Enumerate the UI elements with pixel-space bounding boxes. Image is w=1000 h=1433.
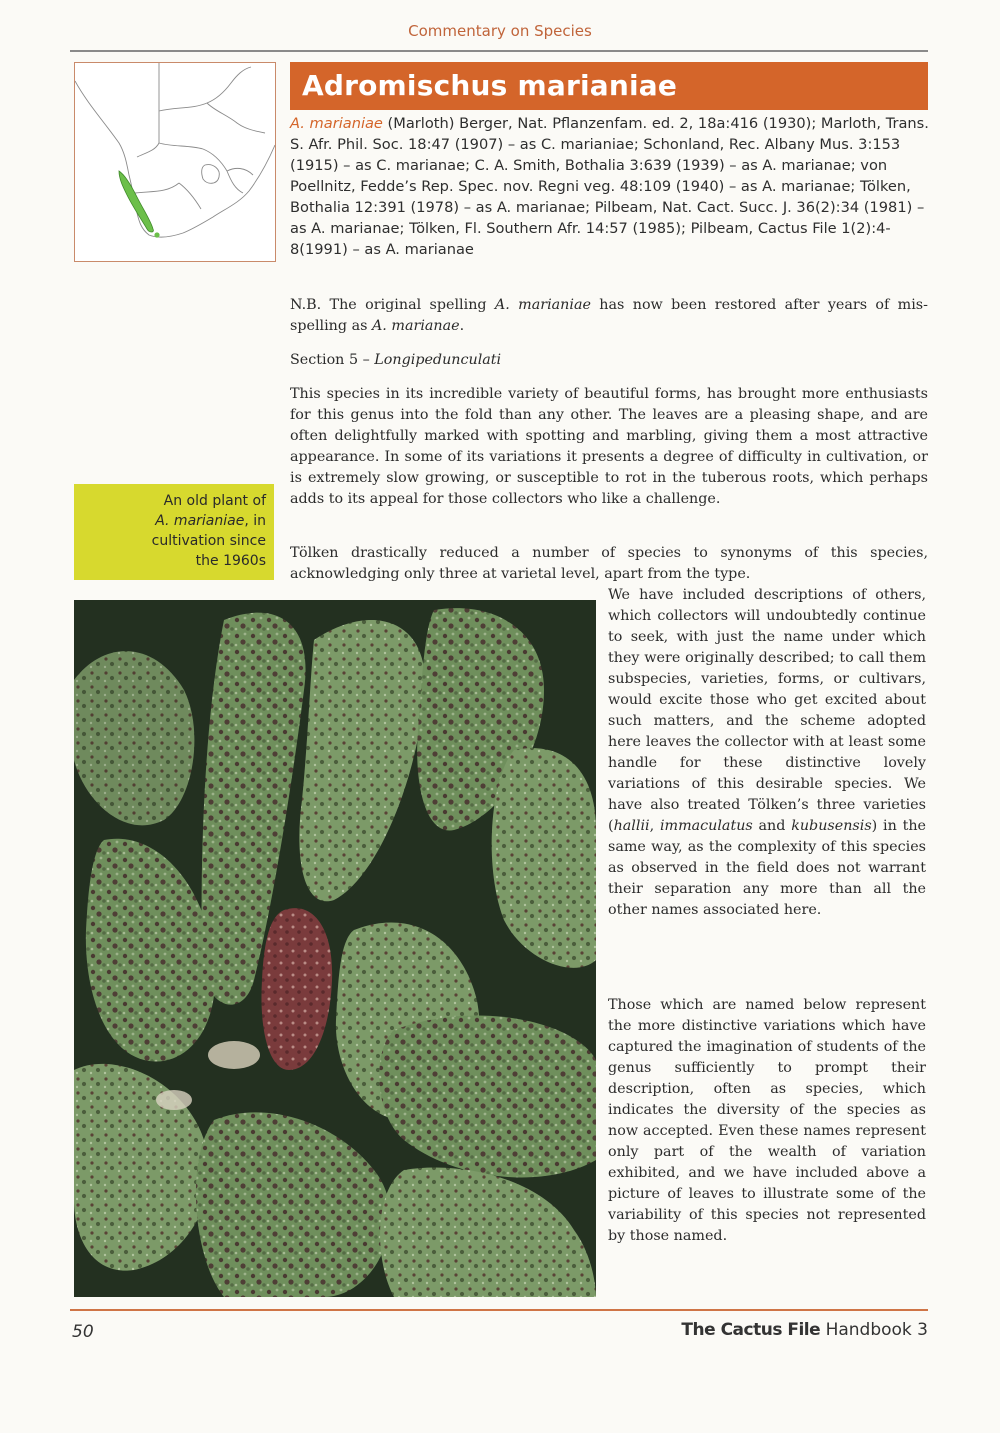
plant-photo	[74, 600, 596, 1297]
nb-name-1: A. marianiae	[494, 297, 591, 313]
variety-hallii: hallii	[613, 818, 650, 834]
section-prefix: Section 5 –	[290, 352, 375, 368]
variety-kubusensis: kubusensis	[791, 818, 872, 834]
page-number: 50	[72, 1322, 94, 1342]
plant-illustration	[74, 600, 596, 1297]
book-title-rest: Handbook 3	[820, 1320, 928, 1340]
caption-line-2-rest: , in	[244, 513, 266, 529]
caption-line-1: An old plant of	[163, 493, 266, 509]
section-name: Longipedunculati	[374, 352, 502, 368]
running-header: Commentary on Species	[408, 22, 592, 40]
paragraph-2-body	[608, 585, 926, 921]
section-line	[290, 350, 928, 371]
para2-text-a: We have included descriptions of others, which collectors will undoubtedly continue to seek, with just the name under which they were originally described; to call them subspecies, varieties, forms, or cultivars, would excite those who get excited about such matters, and the scheme adopted here leaves the collector with at least some handle for these distinctive lovely variations of this desirable species. We have also treated Tölken’s three varieties (	[608, 587, 926, 834]
distribution-map	[74, 62, 276, 262]
photo-caption	[74, 484, 274, 580]
dry-leaf-2	[156, 1090, 192, 1110]
references	[290, 113, 930, 260]
dry-leaf	[208, 1041, 260, 1069]
caption-line-4: the 1960s	[195, 553, 266, 569]
nb-text-c: has now been restored after years of mis-spelling as	[290, 297, 928, 334]
header-rule	[70, 50, 928, 52]
range-area	[119, 171, 153, 232]
nb-text-a: N.B. The original spelling	[290, 297, 495, 313]
nb-text-e: .	[459, 318, 465, 334]
para2-sep-1: ,	[649, 818, 660, 834]
book-title-bold: The Cactus File	[681, 1320, 821, 1340]
species-title: Adromischus marianiae	[290, 62, 928, 110]
paragraph-2-lead: Tölken drastically reduced a number of species to synonyms of this species, acknowledging only three at varietal level, apart from the type.	[290, 545, 928, 582]
caption-species: A. marianiae	[155, 513, 245, 529]
nb-note	[290, 295, 928, 337]
nb-name-2: A. marianae	[371, 318, 460, 334]
paragraph-1: This species in its incredible variety of beautiful forms, has brought more enthusiasts for this genus into the fold than any other. The leaves are a pleasing shape, and are often delightfully marked with spotting and marbling, giving them a most attractive appearance. In some of its variations it presents a degree of difficulty in cultivation, or is extremely slow growing, or susceptible to rot in the tuberous roots, which perhaps adds to its appeal for those collectors who like a challenge.	[290, 386, 928, 507]
paragraph-3: Those which are named below represent the more distinctive variations which have captured the imagination of students of the genus sufficiently to prompt their description, often as species, which indicates the diversity of the species as now accepted. Even these names represent only part of the wealth of variation exhibited, and we have included above a picture of leaves to illustrate some of the variability of this species not represented by those named.	[608, 997, 926, 1244]
southern-africa-outline	[75, 63, 275, 261]
references-text: (Marloth) Berger, Nat. Pflanzenfam. ed. 2, 18a:416 (1930); Marloth, Trans. S. Afr. Phil. Soc. 18:47 (1907) – as C. marianiae; Schonland, Rec. Albany Mus. 3:153 (1915) – as C. marianae; C. A. Smith, Bothalia 3:639 (1939) – as A. marianae; von Poellnitz, Fedde’s Rep. Spec. nov. Regni veg. 48:109 (1940) – as A. marianae; Tölken, Bothalia 12:391 (1978) – as A. marianae; Pilbeam, Nat. Cact. Succ. J. 36(2):34 (1981) – as A. marianae; Tölken, Fl. Southern Afr. 14:57 (1985); Pilbeam, Cactus File 1(2):4-8(1991) – as A. marianae	[290, 115, 929, 258]
para2-text-b: ) in the same way, as the complexity of this species as observed in the field does not warrant their separation any more than all the other names associated here.	[608, 818, 926, 918]
caption-line-3: cultivation since	[151, 533, 266, 549]
book-title	[681, 1320, 928, 1340]
footer-rule	[70, 1309, 928, 1311]
variety-immaculatus: immaculatus	[659, 818, 753, 834]
range-outlier	[154, 232, 159, 237]
caption-line-2	[82, 511, 266, 531]
species-name: A. marianiae	[290, 115, 383, 132]
para2-sep-2: and	[752, 818, 792, 834]
